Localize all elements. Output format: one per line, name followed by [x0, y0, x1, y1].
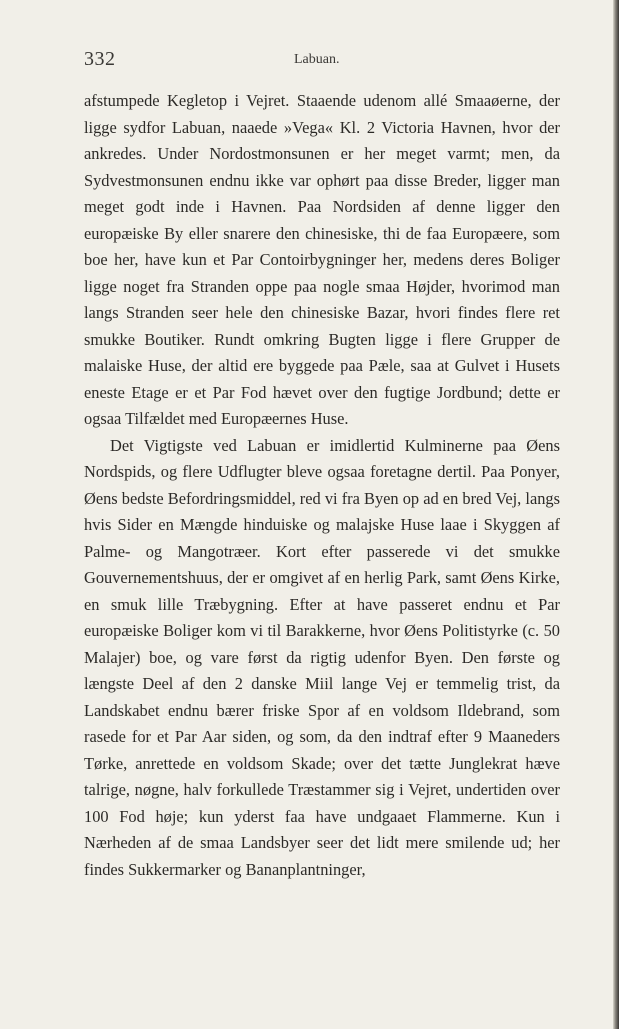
page-edge-shadow — [613, 0, 619, 1029]
paragraph: afstumpede Kegletop i Vejret. Staaende udenom allé Smaaøerne, der ligge sydfor Labuan, naaede »Vega« Kl. 2 Victoria Havnen, hvor der ankredes. Under Nordostmonsunen er her meget varmt; men, da Sydvestmonsunen endnu ikke var ophørt paa disse Breder, ligger man meget godt inde i Havnen. Paa Nordsiden af denne ligger den europæiske By eller snarere den chinesiske, thi de faa Europæere, som boe her, have kun et Par Contoirbygninger her, medens deres Boliger ligge noget fra Stranden oppe paa nogle smaa Højder, hvorimod man langs Stranden seer hele den chinesiske Bazar, hvori findes flere ret smukke Boutiker. Rundt omkring Bugten ligge i flere Grupper de malaiske Huse, der altid ere byggede paa Pæle, saa at Gulvet i Husets eneste Etage er et Par Fod hævet over den fugtige Jordbund; dette er ogsaa Tilfældet med Europæernes Huse. — [84, 91, 560, 428]
header-title: Labuan. — [294, 52, 340, 67]
body-text — [84, 88, 560, 883]
running-head — [84, 48, 564, 78]
paragraph: Det Vigtigste ved Labuan er imidlertid Kulminerne paa Øens Nordspids, og flere Udflugter bleve ogsaa foretagne dertil. Paa Ponyer, Øens bedste Befordringsmiddel, red vi fra Byen op ad en bred Vej, langs hvis Sider en Mængde hinduiske og malajske Huse laae i Skyggen af Palme- og Mangotræer. Kort efter passerede vi det smukke Gouvernementshuus, der er omgivet af en herlig Park, samt Øens Kirke, en smuk lille Træbygning. Efter at have passeret endnu et Par europæiske Boliger kom vi til Barakkerne, hvor Øens Politistyrke (c. 50 Malajer) boe, og vare først da rigtig udenfor Byen. Den første og længste Deel af den 2 danske Miil lange Vej er temmelig trist, da Landskabet endnu bærer friske Spor af en voldsom Ildebrand, som rasede for et Par Aar siden, og som, da den indtraf efter 9 Maaneders Tørke, anrettede en voldsom Skade; over det tætte Junglekrat hæve talrige, nøgne, halv forkullede Træstammer sig i Vejret, undertiden over 100 Fod høje; kun yderst faa have undgaaet Flammerne. Kun i Nærheden af de smaa Landsbyer seer det lidt mere smilende ud; her findes Sukkermarker og Bananplantninger, — [84, 435, 560, 879]
page-number: 332 — [84, 48, 116, 70]
